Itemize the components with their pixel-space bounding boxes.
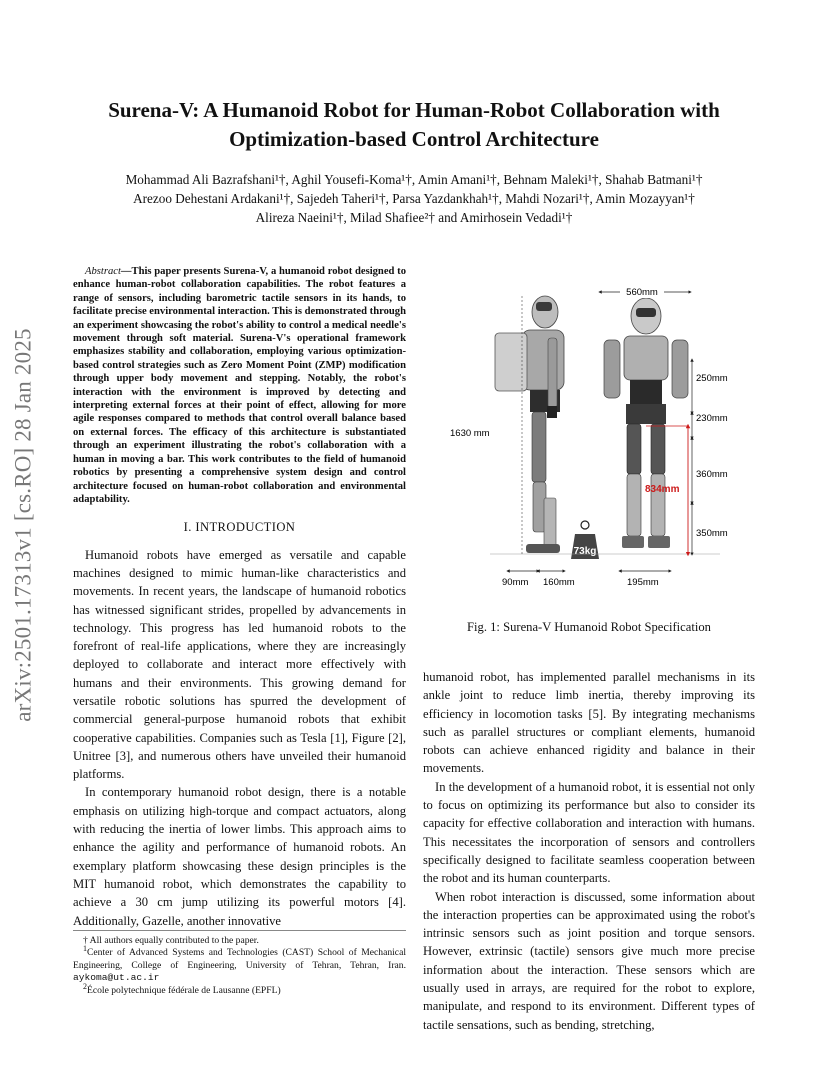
dim-360-label: 360mm <box>696 469 728 480</box>
footnote <box>73 944 406 984</box>
weight-label: 73kg <box>573 546 597 557</box>
dim-90-label: 90mm <box>502 577 529 588</box>
body-paragraph: Humanoid robots have emerged as versatile and capable machines designed to mimic human-like characteristics and movements. In recent years, the landscape of humanoid robotics has witnessed significant strides, propelled by advancements in technology. This progress has led humanoid robots to the forefront of real-life applications, where they are increasingly deployed to collaborate and interact more effectively with humans and their environments. This growing demand for versatile robotic solutions has spurred the development of commercial general-purpose humanoid robots that exhibit cooperative capabilities. Companies such as Tesla [1], Figure [2], Unitree [3], and numerous others have unveiled their humanoid platforms. <box>73 547 406 782</box>
abstract-text: This paper presents Surena-V, a humanoid robot designed to enhance human-robot collaboration capabilities. The robot features a range of sensors, including barometric tactile sensors in its hands, to facilitate precise environmental interaction. This is demonstrated through an experiment showcasing the robot's ability to control a medical needle's movement through soft material. Surena-V's operational framework emphasizes stability and collaboration, employing various optimization-based control strategies such as Zero Moment Point (ZMP) modification through upper body movement and stepping. Notably, the robot's interaction with the environment is improved by detecting and interpreting external forces at their point of effect, allowing for more agile responses compared to methods that control overall balance based on external forces. The efficacy of this architecture is substantiated through an experiment illustrating the robot's collaboration with a human in moving a bar. This work contributes to the field of humanoid robotics by presenting a comprehensive system design and control architecture focused on human-robot collaboration and environmental adaptability. <box>73 266 406 505</box>
footnotes <box>73 930 406 997</box>
body-paragraph: When robot interaction is discussed, some information about the interaction properties can be approximated using the robot's intrinsic sensors such as joint position and torque sensors. However, extrinsic (tactile) sensors give much more precise information about the interaction. These sensors which are usually used in arrays, are required for the robot to explore, manipulate, and respond to its environment. Different types of tactile sensations, such as bending, stretching, <box>423 889 755 1032</box>
author-line: Arezoo Dehestani Ardakani¹†, Sajedeh Taheri¹†, Parsa Yazdankhah¹†, Mahdi Nozari¹†, Amin Mozayyan¹† <box>133 191 695 206</box>
right-column <box>423 668 755 1034</box>
robot-specification-figure <box>440 278 750 588</box>
dim-834-label: 834mm <box>645 484 680 495</box>
dim-width-label: 560mm <box>626 287 658 298</box>
footnote-text: École polytechnique fédérale de Lausanne (EPFL) <box>87 984 281 996</box>
footnote <box>73 981 406 997</box>
abstract <box>73 265 406 506</box>
footnote-mark: 2 <box>83 981 87 991</box>
footnote-text: Center of Advanced Systems and Technologies (CAST) School of Mechanical Engineering, College of Engineering, University of Tehran, Tehran, Iran. <box>73 947 406 971</box>
abstract-dash: — <box>120 266 132 277</box>
footnote-mark: 1 <box>83 944 87 954</box>
body-paragraph: humanoid robot, has implemented parallel mechanisms in its ankle joint to reduce limb inertia, thereby improving its efficiency in locomotion tasks [5]. By integrating mechanisms such as parallel structures or compliant elements, humanoid robots can achieve enhanced rigidity and balance in their movements. <box>423 670 755 776</box>
dim-350-label: 350mm <box>696 528 728 539</box>
paper-title: Surena-V: A Humanoid Robot for Human-Robot Collaboration with Optimization-based Control Architecture <box>108 98 720 151</box>
abstract-label: Abstract <box>85 266 121 277</box>
robot-front-view <box>604 298 688 548</box>
figure-caption: Fig. 1: Surena-V Humanoid Robot Specification <box>467 620 711 634</box>
dim-195-label: 195mm <box>627 577 659 588</box>
author-line: Mohammad Ali Bazrafshani¹†, Aghil Yousefi-Koma¹†, Amin Amani¹†, Behnam Maleki¹†, Shahab Batmani¹† <box>125 172 703 187</box>
body-paragraph: In the development of a humanoid robot, it is essential not only to focus on optimizing its performance but also to consider its capacity for effective collaboration and interaction with humans. This necessitates the incorporation of sensors and controllers specifically designed to facilitate seamless cooperation between the robot and its human counterparts. <box>423 779 755 886</box>
author-line: Alireza Naeini¹†, Milad Shafiee²† and Amirhosein Vedadi¹† <box>255 210 573 225</box>
author-list <box>60 170 768 227</box>
robot-side-view <box>495 296 564 553</box>
body-paragraph: In contemporary humanoid robot design, there is a notable emphasis on utilizing high-torque and compact actuators, along with reducing the inertia of lower limbs. This approach aims to enhance the agility and performance of humanoid robots. An exemplary platform showcasing these design principles is the MIT humanoid robot, which demonstrates the capability to achieve a 30 cm jump utilizing its powerful motors [4]. Additionally, Gazelle, another innovative <box>73 785 406 928</box>
dim-250-label: 250mm <box>696 373 728 384</box>
dim-230-label: 230mm <box>696 413 728 424</box>
dim-160-label: 160mm <box>543 577 575 588</box>
dim-height-label: 1630 mm <box>450 428 490 439</box>
author-email: aykoma@ut.ac.ir <box>73 972 160 984</box>
footnote: † All authors equally contributed to the paper. <box>83 935 259 946</box>
arxiv-identifier-text: arXiv:2501.17313v1 [cs.RO] 28 Jan 2025 <box>11 328 37 722</box>
section-heading: I. INTRODUCTION <box>183 520 296 535</box>
left-column <box>73 265 406 930</box>
arxiv-identifier <box>2 290 46 760</box>
